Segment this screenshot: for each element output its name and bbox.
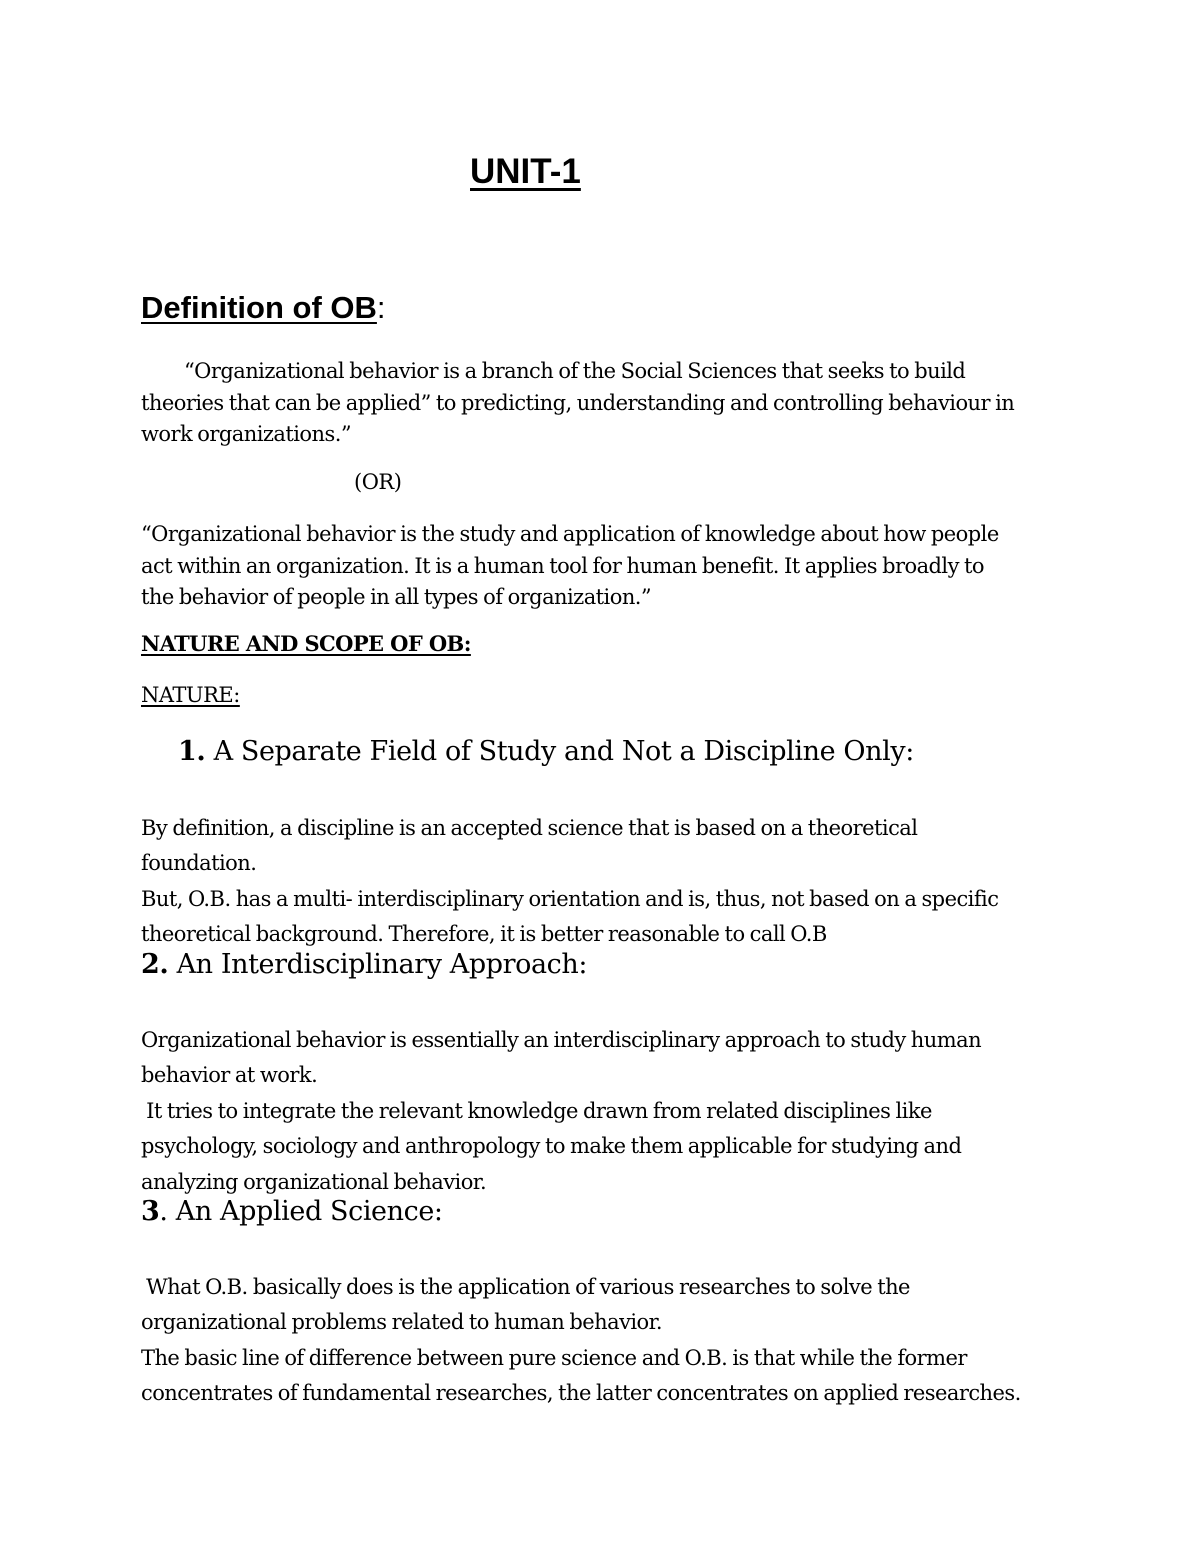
text-line: psychology, sociology and anthropology to make them applicable for studying and	[141, 1134, 962, 1159]
text-line: the behavior of people in all types of organization.”	[141, 585, 652, 609]
or-separator: (OR)	[354, 470, 402, 494]
text-line: analyzing organizational behavior.	[141, 1169, 487, 1194]
text-line: theoretical background. Therefore, it is better reasonable to call O.B	[141, 922, 827, 947]
definition-paragraph-2	[141, 519, 1071, 614]
text-line: The basic line of difference between pure science and O.B. is that while the former	[141, 1345, 967, 1370]
text-line: “Organizational behavior is a branch of the Social Sciences that seeks to build	[184, 359, 966, 383]
text-line: behavior at work.	[141, 1063, 318, 1088]
item-number: 2.	[141, 949, 169, 980]
item-3-body	[141, 1270, 1071, 1412]
text-line: foundation.	[141, 851, 257, 876]
definition-paragraph-1	[141, 356, 1071, 451]
item-3-heading	[141, 1196, 443, 1227]
text-line: theories that can be applied” to predicting, understanding and controlling behaviour in	[141, 390, 1015, 415]
text-line: But, O.B. has a multi- interdisciplinary orientation and is, thus, not based on a specific	[141, 886, 999, 911]
text-line: act within an organization. It is a human tool for human benefit. It applies broadly to	[141, 553, 985, 578]
nature-label: NATURE:	[141, 683, 240, 707]
text-line: concentrates of fundamental researches, the latter concentrates on applied researches.	[141, 1381, 1021, 1406]
text-line: “Organizational behavior is the study and application of knowledge about how people	[141, 522, 999, 546]
section-heading: NATURE AND SCOPE OF OB:	[141, 631, 471, 656]
text-line: organizational problems related to human behavior.	[141, 1310, 662, 1335]
text-line: It tries to integrate the relevant knowledge drawn from related disciplines like	[141, 1098, 932, 1123]
item-1-body	[141, 811, 1071, 953]
item-number: 1.	[178, 736, 206, 767]
item-title: . An Applied Science:	[159, 1196, 443, 1227]
text-line: Organizational behavior is essentially an interdisciplinary approach to study human	[141, 1028, 982, 1052]
item-title: A Separate Field of Study and Not a Discipline Only:	[205, 736, 914, 767]
definition-heading-text: Definition of OB	[141, 290, 377, 325]
text-line: What O.B. basically does is the application of various researches to solve the	[141, 1275, 910, 1299]
text-line: By definition, a discipline is an accepted science that is based on a theoretical	[141, 816, 918, 840]
definition-heading	[141, 290, 386, 326]
item-2-heading	[141, 949, 587, 980]
item-number: 3	[141, 1196, 160, 1227]
page-title: UNIT-1	[470, 152, 581, 191]
definition-heading-colon: :	[376, 290, 386, 325]
item-1-heading	[178, 736, 914, 767]
item-title: An Interdisciplinary Approach:	[168, 949, 588, 980]
text-line: work organizations.”	[141, 422, 352, 446]
item-2-body	[141, 1023, 1071, 1200]
